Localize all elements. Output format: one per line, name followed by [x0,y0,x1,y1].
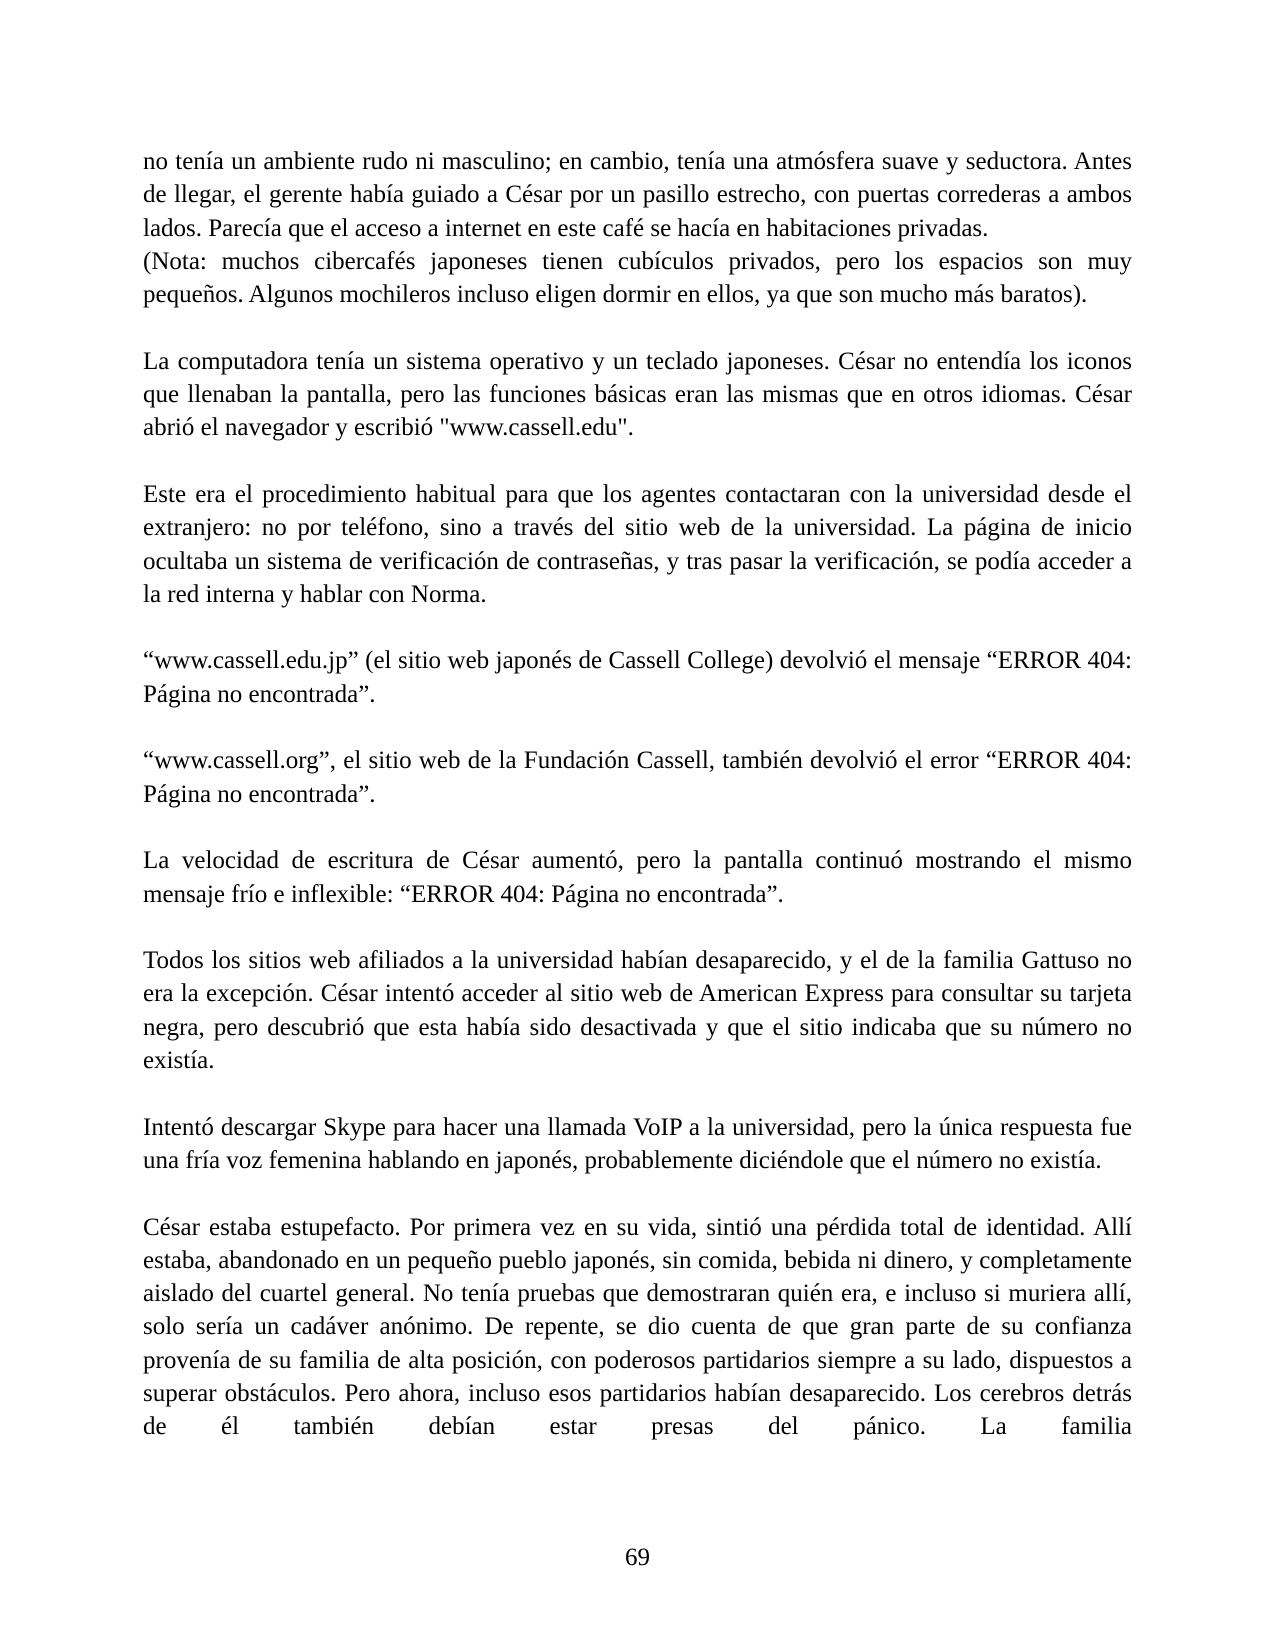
paragraph: Intentó descargar Skype para hacer una llamada VoIP a la universidad, pero la única respuesta fue una fría voz femenina hablando en japonés, probablemente diciéndole que el número no existía. [143,1113,1132,1174]
page-number: 69 [625,1544,650,1571]
paragraph: César estaba estupefacto. Por primera vez en su vida, sintió una pérdida total de identidad. Allí estaba, abandonado en un pequeño pueblo japonés, sin comida, bebida ni dinero, y completamente aislado del cuartel general. No tenía pruebas que demostraran quién era, e incluso si muriera allí, solo sería un cadáver anónimo. De repente, se dio cuenta de que gran parte de su confianza provenía de su familia de alta posición, con poderosos partidarios siempre a su lado, dispuestos a superar obstáculos. Pero ahora, incluso esos partidarios habían desaparecido. Los cerebros detrás de él también debían estar presas del pánico. La familia [143,1213,1132,1441]
paragraph: no tenía un ambiente rudo ni masculino; en cambio, tenía una atmósfera suave y seductora. Antes de llegar, el gerente había guiado a César por un pasillo estrecho, con puertas correderas a ambos lados. Parecía que el acceso a internet en este café se hacía en habitaciones privadas. [143,148,1132,242]
paragraph: Todos los sitios web afiliados a la universidad habían desaparecido, y el de la familia Gattuso no era la excepción. César intentó acceder al sitio web de American Express para consultar su tarjeta negra, pero descubrió que esta había sido desactivada y que el sitio indicaba que su número no existía. [143,947,1132,1075]
paragraph: “www.cassell.org”, el sitio web de la Fundación Cassell, también devolvió el error “ERROR 404: Página no encontrada”. [143,747,1132,808]
paragraph: La velocidad de escritura de César aumentó, pero la pantalla continuó mostrando el mismo mensaje frío e inflexible: “ERROR 404: Página no encontrada”. [143,847,1132,908]
paragraph: Este era el procedimiento habitual para que los agentes contactaran con la universidad desde el extranjero: no por teléfono, sino a través del sitio web de la universidad. La página de inicio ocultaba un sistema de verificación de contraseñas, y tras pasar la verificación, se podía acceder a la red interna y hablar con Norma. [143,480,1132,608]
paragraph: (Nota: muchos cibercafés japoneses tienen cubículos privados, pero los espacios son muy pequeños. Algunos mochileros incluso eligen dormir en ellos, ya que son mucho más baratos). [143,247,1132,309]
paragraph: “www.cassell.edu.jp” (el sitio web japonés de Cassell College) devolvió el mensaje “ERROR 404: Página no encontrada”. [143,647,1132,708]
body-text [143,145,1132,1477]
paragraph: La computadora tenía un sistema operativo y un teclado japoneses. César no entendía los iconos que llenaban la pantalla, pero las funciones básicas eran las mismas que en otros idiomas. César abrió el navegador y escribió "www.cassell.edu". [143,347,1132,442]
